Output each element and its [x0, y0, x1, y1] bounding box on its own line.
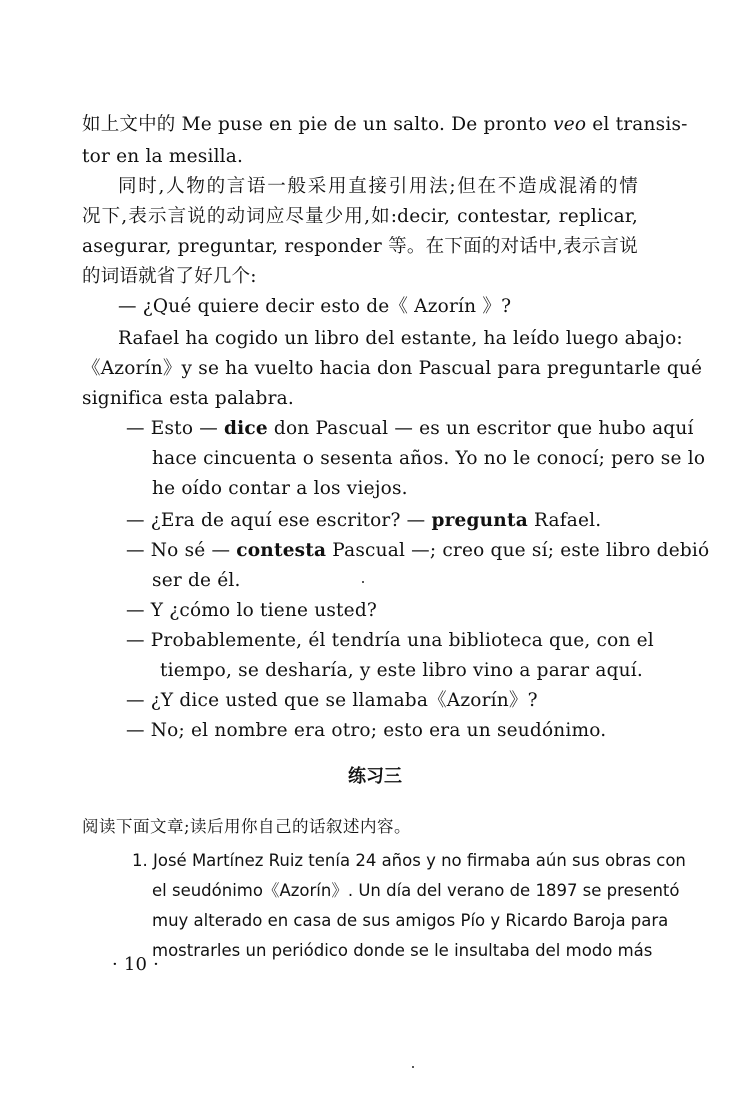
page-number: · 10 ·	[112, 954, 159, 975]
dialogue-line: — Probablemente, él tendría una biblioteca que, con el	[126, 630, 654, 651]
text-line: 的词语就省了好几个:	[82, 266, 257, 287]
bold-word: contesta	[236, 540, 327, 561]
text-line: asegurar, preguntar, responder 等。在下面的对话中,表示言说	[82, 236, 638, 257]
dialogue-line: — No sé — contesta Pascual —; creo que sí; este libro debió	[126, 540, 710, 561]
print-speck	[412, 1066, 414, 1068]
dialogue-line: — No; el nombre era otro; esto era un seudónimo.	[126, 720, 607, 741]
text-line: 同时,人物的言语一般采用直接引用法;但在不造成混淆的情	[118, 176, 638, 197]
exercise-line: mostrarles un periódico donde se le insultaba del modo más	[152, 941, 653, 960]
bold-word: pregunta	[431, 510, 528, 531]
dialogue-line: — ¿Qué quiere decir esto de《 Azorín 》?	[118, 296, 512, 317]
exercise-line: 1. José Martínez Ruiz tenía 24 años y no firmaba aún sus obras con	[132, 851, 686, 870]
dialogue-line: ser de él.	[152, 570, 241, 591]
dialogue-line: tiempo, se desharía, y este libro vino a parar aquí.	[160, 660, 643, 681]
dialogue-line: — ¿Y dice usted que se llamaba《Azorín》?	[126, 690, 538, 711]
dialogue-line: he oído contar a los viejos.	[152, 478, 408, 499]
dialogue-line: — Y ¿cómo lo tiene usted?	[126, 600, 377, 621]
text-line: 《Azorín》y se ha vuelto hacia don Pascual para preguntarle qué	[82, 358, 703, 379]
text-line: 如上文中的 Me puse en pie de un salto. De pronto veo el transis-	[82, 114, 688, 135]
italic-word: veo	[553, 114, 587, 135]
text-line: 况下,表示言说的动词应尽量少用,如:decir, contestar, replicar,	[82, 206, 638, 227]
exercise-instruction: 阅读下面文章;读后用你自己的话叙述内容。	[82, 817, 412, 836]
text-line: significa esta palabra.	[82, 388, 294, 409]
dialogue-line: — ¿Era de aquí ese escritor? — pregunta Rafael.	[126, 510, 602, 531]
text-line: tor en la mesilla.	[82, 146, 244, 167]
print-speck	[362, 581, 364, 583]
exercise-line: el seudónimo《Azorín》. Un día del verano de 1897 se presentó	[152, 881, 680, 900]
bold-word: dice	[224, 418, 268, 439]
text-line: Rafael ha cogido un libro del estante, ha leído luego abajo:	[118, 328, 683, 349]
exercise-title: 练习三	[348, 766, 402, 787]
dialogue-line: hace cincuenta o sesenta años. Yo no le conocí; pero se lo	[152, 448, 706, 469]
dialogue-line: — Esto — dice don Pascual — es un escritor que hubo aquí	[126, 418, 694, 439]
exercise-line: muy alterado en casa de sus amigos Pío y Ricardo Baroja para	[152, 911, 669, 930]
